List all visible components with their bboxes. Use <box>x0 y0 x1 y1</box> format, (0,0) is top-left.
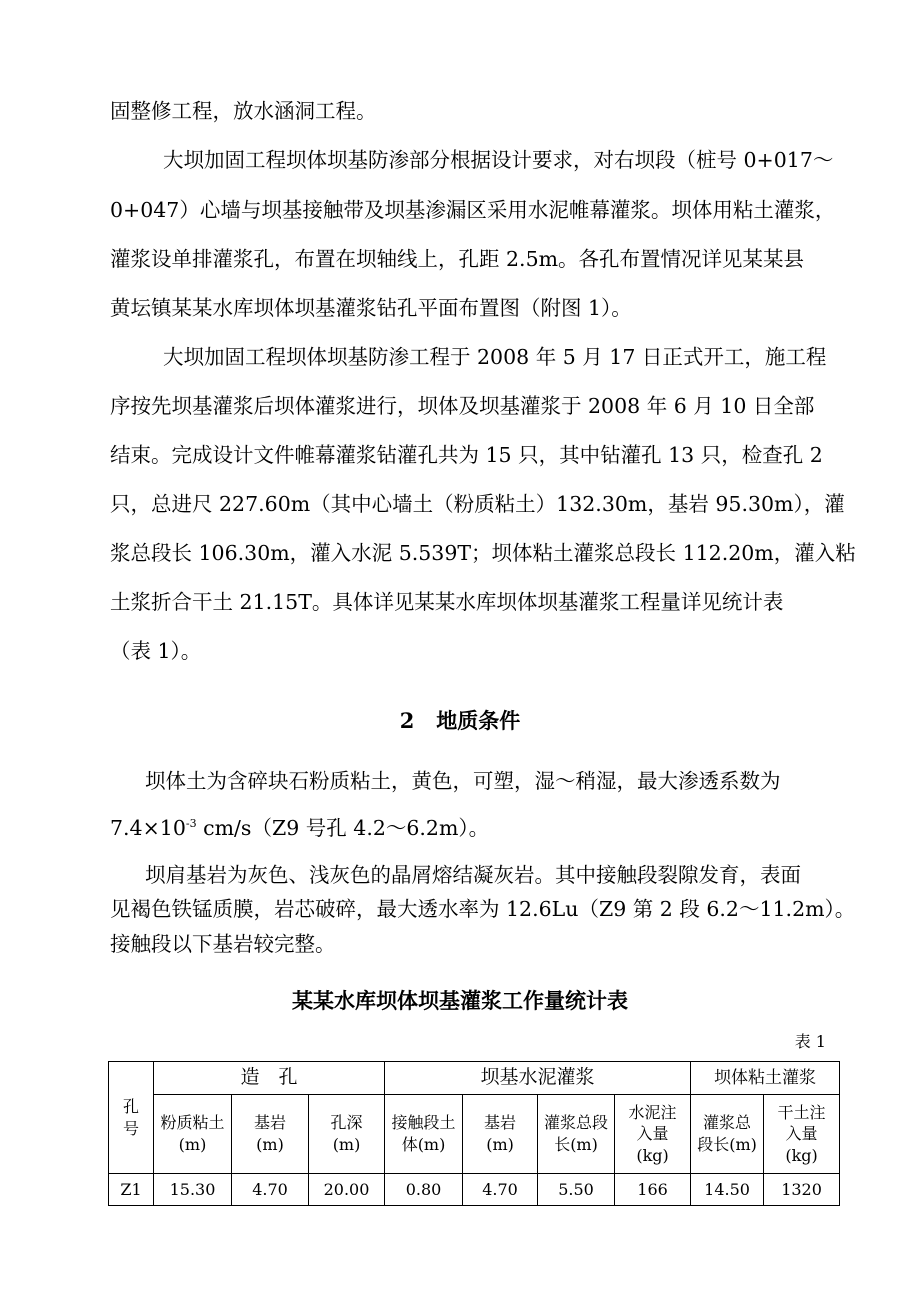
column-header: 基岩(m) <box>463 1095 538 1174</box>
table-number: 表 1 <box>794 1032 826 1051</box>
body-text-line: 接触段以下基岩较完整。 <box>110 932 336 956</box>
table-cell: 14.50 <box>691 1174 764 1206</box>
formula-exponent: -3 <box>185 817 197 830</box>
column-header: 粉质粘土(m) <box>154 1095 232 1174</box>
body-text-line: 0+047）心墙与坝基接触带及坝基渗漏区采用水泥帷幕灌浆。坝体用粘土灌浆， <box>110 198 836 222</box>
clay-grouting-group-header: 坝体粘土灌浆 <box>691 1062 840 1095</box>
foundation-grouting-group-header: 坝基水泥灌浆 <box>385 1062 691 1095</box>
section-title: 地质条件 <box>436 708 521 733</box>
body-text-line: 大坝加固工程坝体坝基防渗工程于 2008 年 5 月 17 日正式开工，施工程 <box>163 345 827 369</box>
section-heading <box>0 710 920 731</box>
body-text-line: 浆总段长 106.30m，灌入水泥 5.539T；坝体粘土灌浆总段长 112.20m，灌入粘 <box>110 541 856 565</box>
table-subheader-row <box>109 1095 840 1174</box>
column-header: 灌浆总段长(m) <box>691 1095 764 1174</box>
body-text-line: 坝肩基岩为灰色、浅灰色的晶屑熔结凝灰岩。其中接触段裂隙发育，表面 <box>145 863 801 887</box>
formula-rest: cm/s（Z9 号孔 4.2～6.2m）。 <box>196 816 490 840</box>
body-text-line: 结束。完成设计文件帷幕灌浆钻灌孔共为 15 只，其中钻灌孔 13 只，检查孔 2 <box>110 443 823 467</box>
table-title: 某某水库坝体坝基灌浆工作量统计表 <box>292 989 628 1013</box>
body-text-line: 土浆折合干土 21.15T。具体详见某某水库坝体坝基灌浆工程量详见统计表 <box>110 590 784 614</box>
body-text-line: 序按先坝基灌浆后坝体灌浆进行，坝体及坝基灌浆于 2008 年 6 月 10 日全部 <box>110 394 815 418</box>
body-text-line: 坝体土为含碎块石粉质粘土，黄色，可塑，湿～稍湿，最大渗透系数为 <box>145 769 781 793</box>
table-cell: 0.80 <box>385 1174 463 1206</box>
column-header: 干土注入量(kg) <box>764 1095 840 1174</box>
table-cell: 15.30 <box>154 1174 232 1206</box>
body-text-line: 固整修工程，放水涵洞工程。 <box>110 99 377 123</box>
body-text-line: （表 1）。 <box>110 639 202 663</box>
column-header: 孔深(m) <box>309 1095 385 1174</box>
table-cell: 1320 <box>764 1174 840 1206</box>
table-cell: 4.70 <box>463 1174 538 1206</box>
formula-base: 7.4×10 <box>110 816 186 840</box>
table-cell: 5.50 <box>538 1174 615 1206</box>
section-number: 2 <box>399 708 415 733</box>
body-text-line-formula <box>110 818 489 839</box>
column-header: 接触段土体(m) <box>385 1095 463 1174</box>
body-text-line: 只，总进尺 227.60m（其中心墙土（粉质粘土）132.30m，基岩 95.30m），灌 <box>110 492 845 516</box>
table-cell: 4.70 <box>232 1174 309 1206</box>
body-text-line: 灌浆设单排灌浆孔，布置在坝轴线上，孔距 2.5m。各孔布置情况详见某某县 <box>110 247 805 271</box>
body-text-line: 黄坛镇某某水库坝体坝基灌浆钻孔平面布置图（附图 1）。 <box>110 296 632 320</box>
table-cell: 20.00 <box>309 1174 385 1206</box>
statistics-table <box>108 1061 840 1206</box>
body-text-line: 见褐色铁锰质膜，岩芯破碎，最大透水率为 12.6Lu（Z9 第 2 段 6.2～11.2m）。 <box>110 897 856 921</box>
drilling-group-header: 造 孔 <box>154 1062 385 1095</box>
column-header: 水泥注入量(kg) <box>615 1095 691 1174</box>
hole-number-header: 孔号 <box>109 1062 154 1174</box>
column-header: 灌浆总段长(m) <box>538 1095 615 1174</box>
hole-id-cell: Z1 <box>109 1174 154 1206</box>
table-row <box>109 1174 840 1206</box>
table-cell: 166 <box>615 1174 691 1206</box>
table-header-row <box>109 1062 840 1095</box>
column-header: 基岩(m) <box>232 1095 309 1174</box>
body-text-line: 大坝加固工程坝体坝基防渗部分根据设计要求，对右坝段（桩号 0+017～ <box>163 148 834 172</box>
